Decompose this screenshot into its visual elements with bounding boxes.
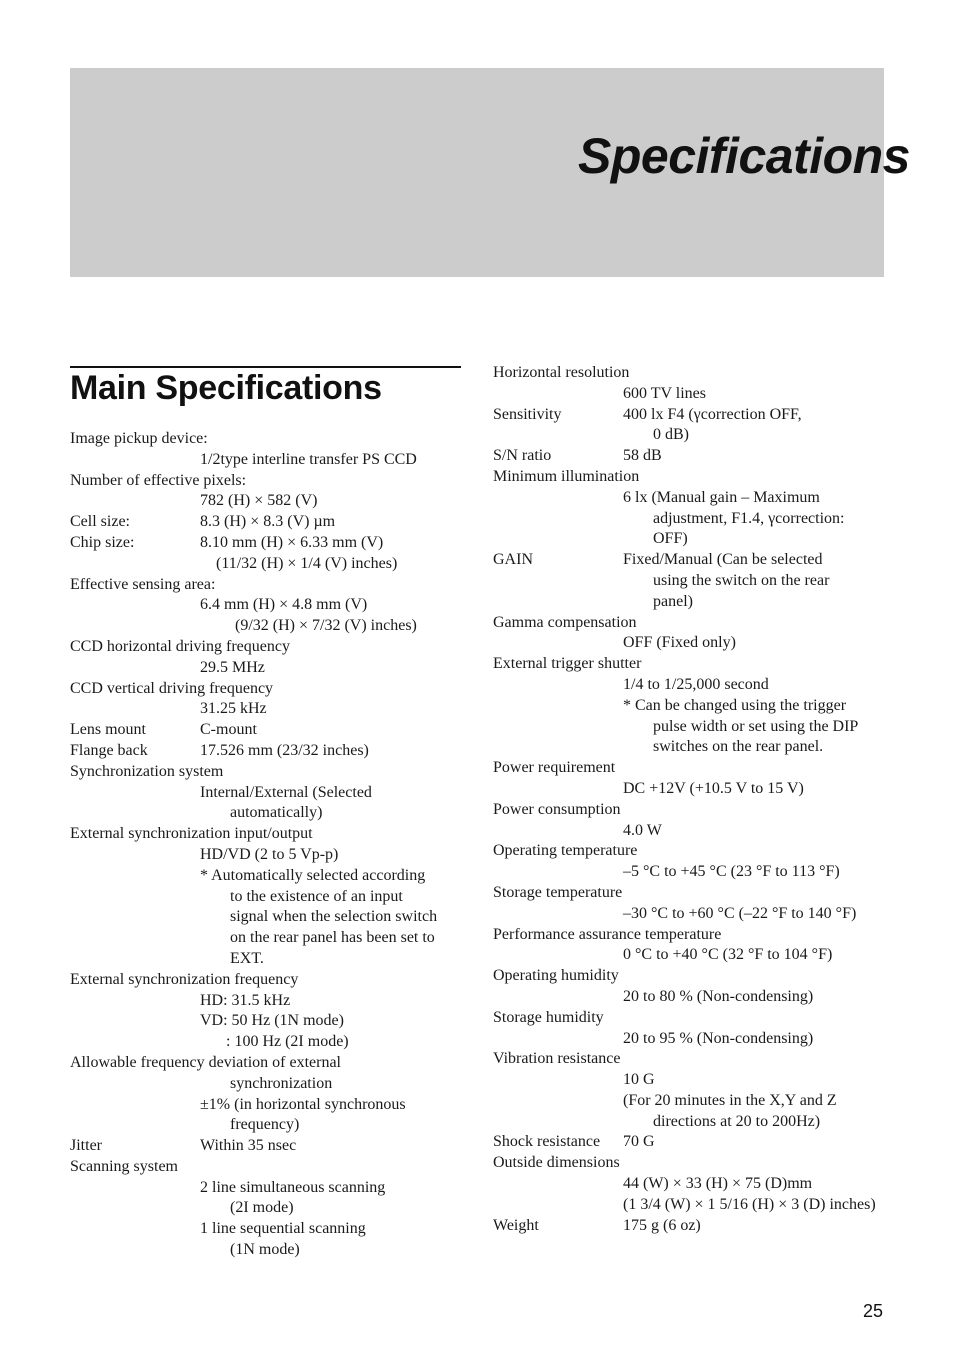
spec-value: 2 line simultaneous scanning	[200, 1178, 386, 1196]
spec-line	[70, 1032, 470, 1053]
spec-value: 600 TV lines	[623, 384, 706, 402]
spec-label: Power requirement	[493, 759, 616, 777]
spec-label: External synchronization frequency	[70, 970, 299, 988]
spec-value: 29.5 MHz	[200, 658, 265, 676]
spec-line	[493, 571, 913, 592]
spec-line	[493, 1029, 913, 1050]
spec-line	[493, 467, 913, 488]
spec-label: Lens mount	[70, 721, 146, 739]
section-title: Main Specifications	[70, 369, 382, 407]
spec-value: 17.526 mm (23/32 inches)	[200, 741, 369, 759]
spec-line	[493, 925, 913, 946]
spec-line	[493, 1049, 913, 1070]
spec-value: –5 °C to +45 °C (23 °F to 113 °F)	[623, 863, 840, 881]
spec-value: 0 dB)	[653, 426, 689, 444]
spec-line	[70, 1053, 470, 1074]
spec-line	[493, 613, 913, 634]
spec-value: EXT.	[230, 949, 264, 967]
spec-label: Sensitivity	[493, 405, 562, 423]
spec-value: Within 35 nsec	[200, 1137, 297, 1155]
spec-line	[70, 1136, 470, 1157]
spec-label: Operating humidity	[493, 967, 619, 985]
spec-line	[70, 533, 470, 554]
spec-value: 31.25 kHz	[200, 700, 267, 718]
spec-line	[493, 1216, 913, 1237]
spec-line	[70, 699, 470, 720]
spec-line	[70, 928, 470, 949]
spec-label: Scanning system	[70, 1157, 178, 1175]
spec-label: Minimum illumination	[493, 467, 640, 485]
spec-value: Internal/External (Selected	[200, 783, 372, 801]
spec-value: Fixed/Manual (Can be selected	[623, 551, 823, 569]
spec-value: (2I mode)	[230, 1199, 294, 1217]
spec-line	[70, 471, 470, 492]
spec-value: 1/2type interline transfer PS CCD	[200, 450, 417, 468]
spec-value: 70 G	[623, 1133, 655, 1151]
spec-value: (11/32 (H) × 1/4 (V) inches)	[216, 554, 398, 572]
spec-value: OFF)	[653, 530, 688, 548]
spec-value: 8.10 mm (H) × 6.33 mm (V)	[200, 533, 384, 551]
spec-line	[70, 720, 470, 741]
spec-value: adjustment, F1.4, γcorrection:	[653, 509, 845, 527]
spec-line	[493, 966, 913, 987]
spec-line	[70, 991, 470, 1012]
spec-line	[493, 633, 913, 654]
spec-line	[493, 509, 913, 530]
spec-line	[493, 1153, 913, 1174]
spec-line	[493, 758, 913, 779]
spec-line	[493, 1132, 913, 1153]
spec-label: CCD vertical driving frequency	[70, 679, 274, 697]
spec-label: Number of effective pixels:	[70, 471, 247, 489]
spec-line	[70, 907, 470, 928]
spec-line	[70, 949, 470, 970]
spec-line	[493, 446, 913, 467]
spec-label: Flange back	[70, 741, 148, 759]
spec-line	[70, 824, 470, 845]
spec-value: : 100 Hz (2I mode)	[226, 1033, 349, 1051]
spec-value: switches on the rear panel.	[653, 738, 824, 756]
spec-value: automatically)	[230, 804, 323, 822]
spec-line	[70, 1095, 470, 1116]
spec-line	[70, 616, 470, 637]
spec-line	[70, 491, 470, 512]
spec-value: signal when the selection switch	[230, 908, 438, 926]
spec-line	[70, 803, 470, 824]
spec-line	[493, 592, 913, 613]
spec-line	[493, 779, 913, 800]
spec-line	[70, 1157, 470, 1178]
spec-line	[493, 363, 913, 384]
spec-value: * Automatically selected according	[200, 866, 426, 884]
spec-label: Outside dimensions	[493, 1154, 620, 1172]
page-number: 25	[862, 1301, 883, 1321]
spec-value: * Can be changed using the trigger	[623, 696, 847, 714]
spec-value: (For 20 minutes in the X,Y and Z	[623, 1091, 837, 1109]
spec-line	[70, 595, 470, 616]
spec-value: 782 (H) × 582 (V)	[200, 492, 318, 510]
spec-value: to the existence of an input	[230, 887, 403, 905]
spec-line	[493, 717, 913, 738]
right-spec-column	[493, 363, 913, 1236]
spec-label: Synchronization system	[70, 762, 224, 780]
spec-line	[493, 987, 913, 1008]
spec-value: 58 dB	[623, 447, 662, 465]
spec-line	[70, 1074, 470, 1095]
spec-value: 44 (W) × 33 (H) × 75 (D)mm	[623, 1175, 813, 1193]
spec-line	[493, 405, 913, 426]
spec-line	[493, 696, 913, 717]
spec-line	[70, 554, 470, 575]
spec-value: HD/VD (2 to 5 Vp-p)	[200, 845, 339, 863]
spec-label: GAIN	[493, 551, 533, 569]
spec-line	[70, 637, 470, 658]
spec-label: Storage temperature	[493, 883, 623, 901]
spec-value: directions at 20 to 200Hz)	[653, 1112, 821, 1130]
spec-line	[493, 1091, 913, 1112]
spec-value: 20 to 80 % (Non-condensing)	[623, 987, 814, 1005]
spec-label: Shock resistance	[493, 1133, 601, 1151]
spec-line	[493, 737, 913, 758]
spec-value: frequency)	[230, 1116, 300, 1134]
section-rule	[70, 366, 461, 368]
spec-line	[493, 821, 913, 842]
spec-line	[70, 845, 470, 866]
spec-line	[70, 450, 470, 471]
spec-value: 20 to 95 % (Non-condensing)	[623, 1029, 814, 1047]
spec-line	[70, 1178, 470, 1199]
spec-line	[493, 425, 913, 446]
spec-line	[70, 1198, 470, 1219]
spec-line	[70, 741, 470, 762]
spec-value: 4.0 W	[623, 821, 662, 839]
spec-label: External synchronization input/output	[70, 825, 313, 843]
spec-line	[70, 970, 470, 991]
spec-line	[493, 384, 913, 405]
spec-value: pulse width or set using the DIP	[653, 717, 859, 735]
spec-line	[493, 675, 913, 696]
spec-value: ±1% (in horizontal synchronous	[200, 1095, 406, 1113]
spec-line	[70, 866, 470, 887]
spec-line	[493, 1195, 913, 1216]
spec-line	[493, 883, 913, 904]
spec-line	[493, 800, 913, 821]
spec-value: (9/32 (H) × 7/32 (V) inches)	[235, 617, 417, 635]
spec-value: (1 3/4 (W) × 1 5/16 (H) × 3 (D) inches)	[623, 1195, 876, 1213]
spec-line	[493, 1174, 913, 1195]
spec-label: Storage humidity	[493, 1008, 604, 1026]
spec-label: S/N ratio	[493, 447, 552, 465]
spec-value: 6.4 mm (H) × 4.8 mm (V)	[200, 596, 368, 614]
spec-value: 0 °C to +40 °C (32 °F to 104 °F)	[623, 946, 833, 964]
spec-line	[70, 1011, 470, 1032]
spec-line	[493, 488, 913, 509]
spec-label: Image pickup device:	[70, 430, 208, 447]
spec-line	[493, 529, 913, 550]
spec-line	[493, 654, 913, 675]
spec-value: –30 °C to +60 °C (–22 °F to 140 °F)	[623, 904, 857, 922]
spec-value: using the switch on the rear	[653, 571, 830, 589]
spec-label: Vibration resistance	[493, 1050, 621, 1068]
spec-label: Effective sensing area:	[70, 575, 216, 593]
spec-value: 10 G	[623, 1071, 655, 1089]
spec-label: Jitter	[70, 1137, 102, 1155]
spec-value: (1N mode)	[230, 1241, 300, 1259]
spec-value: synchronization	[230, 1074, 333, 1092]
spec-line	[493, 945, 913, 966]
spec-label: External trigger shutter	[493, 655, 642, 673]
spec-line	[70, 512, 470, 533]
spec-line	[70, 783, 470, 804]
spec-value: 175 g (6 oz)	[623, 1216, 701, 1234]
spec-line	[70, 429, 470, 450]
spec-line	[70, 887, 470, 908]
spec-label: Gamma compensation	[493, 613, 637, 631]
spec-value: 8.3 (H) × 8.3 (V) µm	[200, 513, 336, 531]
spec-label: Horizontal resolution	[493, 364, 630, 381]
spec-line	[493, 550, 913, 571]
spec-line	[493, 1008, 913, 1029]
spec-value: OFF (Fixed only)	[623, 634, 736, 652]
spec-line	[493, 1070, 913, 1091]
spec-value: 1 line sequential scanning	[200, 1220, 366, 1238]
spec-line	[493, 841, 913, 862]
spec-label: Weight	[493, 1216, 539, 1234]
spec-line	[493, 904, 913, 925]
spec-label: Performance assurance temperature	[493, 925, 722, 943]
spec-value: 400 lx F4 (γcorrection OFF,	[623, 405, 802, 423]
spec-line	[70, 679, 470, 700]
spec-value: 1/4 to 1/25,000 second	[623, 675, 769, 693]
spec-label: Cell size:	[70, 513, 130, 531]
spec-line	[70, 575, 470, 596]
spec-value: 6 lx (Manual gain – Maximum	[623, 488, 820, 506]
spec-value: panel)	[653, 592, 693, 610]
spec-line	[493, 1112, 913, 1133]
spec-line	[70, 762, 470, 783]
spec-value: on the rear panel has been set to	[230, 929, 435, 947]
page-title: Specifications	[578, 128, 910, 184]
spec-line	[70, 1115, 470, 1136]
spec-value: VD: 50 Hz (1N mode)	[200, 1012, 344, 1030]
spec-line	[493, 862, 913, 883]
spec-label: Allowable frequency deviation of external	[70, 1053, 341, 1071]
spec-value: DC +12V (+10.5 V to 15 V)	[623, 779, 804, 797]
spec-label: Chip size:	[70, 533, 135, 551]
spec-label: CCD horizontal driving frequency	[70, 637, 290, 655]
left-spec-column	[70, 429, 470, 1261]
spec-value: HD: 31.5 kHz	[200, 991, 291, 1009]
spec-label: Operating temperature	[493, 842, 638, 860]
spec-line	[70, 658, 470, 679]
spec-line	[70, 1240, 470, 1261]
spec-value: C-mount	[200, 721, 257, 739]
spec-label: Power consumption	[493, 800, 621, 818]
spec-line	[70, 1219, 470, 1240]
